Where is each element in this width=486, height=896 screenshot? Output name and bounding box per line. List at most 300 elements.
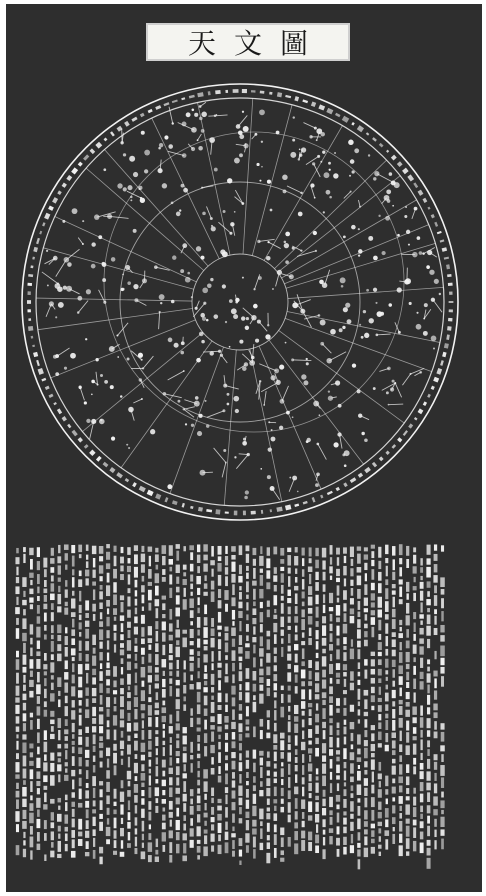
inscription-glyph	[176, 734, 179, 739]
inscription-glyph	[364, 810, 368, 819]
inscription-glyph	[245, 682, 249, 690]
inscription-glyph	[364, 788, 367, 796]
inscription-glyph	[385, 789, 388, 795]
inscription-glyph	[100, 800, 103, 810]
inscription-glyph	[274, 787, 277, 796]
star	[313, 231, 317, 235]
inscription-glyph	[378, 610, 382, 618]
star	[265, 334, 270, 339]
inscription-glyph	[57, 594, 61, 604]
inscription-glyph	[316, 824, 318, 833]
rim-glyph	[33, 352, 38, 357]
inscription-glyph	[113, 569, 117, 579]
inscription-glyph	[351, 559, 354, 566]
star	[343, 236, 346, 239]
inscription-glyph	[29, 761, 33, 766]
inscription-glyph	[343, 624, 347, 634]
inscription-glyph	[29, 813, 34, 824]
inscription-glyph	[211, 618, 214, 627]
inscription-glyph	[267, 679, 271, 686]
inscription-glyph	[441, 676, 444, 687]
inscription-glyph	[120, 595, 124, 600]
rim-glyph	[285, 95, 291, 98]
inscription-glyph	[414, 577, 416, 582]
inscription-glyph	[302, 754, 304, 763]
inscription-glyph	[197, 555, 200, 563]
inscription-glyph	[308, 597, 313, 606]
inscription-glyph	[44, 754, 47, 760]
inscription-glyph	[190, 621, 193, 625]
rim-glyph	[140, 113, 145, 118]
rim-glyph	[164, 497, 168, 502]
inscription-glyph	[315, 661, 319, 670]
inscription-glyph	[189, 545, 194, 550]
inscription-glyph	[23, 694, 27, 700]
inscription-glyph	[420, 591, 423, 601]
inscription-glyph	[72, 756, 75, 766]
inscription-glyph	[169, 787, 172, 797]
inscription-glyph	[85, 831, 89, 838]
inscription-glyph	[120, 804, 123, 814]
star	[58, 302, 64, 308]
mansion-line	[197, 102, 230, 255]
inscription-glyph	[204, 733, 207, 743]
inscription-glyph	[169, 644, 173, 653]
inscription-glyph	[127, 843, 131, 848]
inscription-glyph	[357, 749, 360, 755]
inscription-glyph	[135, 805, 137, 813]
inscription-glyph	[288, 664, 291, 669]
rim-glyph	[36, 238, 40, 244]
inscription-glyph	[148, 547, 152, 552]
star	[260, 468, 262, 470]
star	[270, 486, 275, 491]
inscription-glyph	[106, 630, 109, 638]
inscription-glyph	[37, 672, 40, 682]
inscription-glyph	[412, 717, 416, 723]
inscription-glyph	[44, 701, 47, 707]
inscription-glyph	[218, 612, 221, 623]
inscription-glyph	[217, 563, 221, 572]
inscription-glyph	[323, 594, 325, 603]
inscription-glyph	[99, 726, 103, 733]
inscription-glyph	[135, 754, 138, 759]
inscription-glyph	[51, 675, 54, 679]
inscription-glyph	[142, 843, 144, 848]
inscription-glyph	[142, 720, 144, 728]
inscription-glyph	[37, 641, 40, 649]
inscription-glyph	[392, 720, 395, 731]
inscription-glyph	[420, 814, 423, 819]
inscription-glyph	[22, 633, 27, 641]
inscription-glyph	[315, 725, 319, 734]
inscription-glyph	[156, 608, 159, 618]
inscription-glyph	[79, 778, 82, 786]
inscription-glyph	[420, 821, 424, 828]
inscription-glyph	[343, 818, 347, 825]
inscription-glyph	[434, 754, 438, 760]
constellation-link	[322, 344, 331, 353]
inscription-glyph	[364, 712, 368, 716]
star	[271, 429, 273, 431]
inscription-glyph	[434, 773, 436, 781]
star	[342, 453, 345, 456]
inscription-glyph	[44, 580, 47, 587]
inscription-glyph	[329, 810, 332, 815]
inscription-glyph	[343, 603, 346, 611]
inscription-glyph	[315, 738, 319, 744]
inscription-glyph	[57, 744, 61, 748]
inscription-glyph	[399, 744, 402, 752]
inscription-glyph	[16, 651, 19, 658]
inscription-glyph	[134, 784, 138, 793]
inscription-glyph	[239, 743, 242, 750]
inscription-glyph	[23, 723, 26, 731]
inscription-glyph	[79, 757, 82, 766]
inscription-glyph	[121, 658, 124, 664]
inscription-glyph	[420, 602, 422, 612]
inscription-glyph	[253, 601, 256, 606]
inscription-glyph	[203, 687, 207, 692]
star	[244, 496, 248, 500]
inscription-glyph	[253, 559, 256, 566]
inscription-glyph	[218, 575, 221, 586]
star	[292, 139, 295, 142]
inscription-glyph	[315, 582, 319, 591]
star	[196, 246, 201, 251]
inscription-glyph	[344, 737, 346, 745]
star	[53, 355, 57, 359]
inscription-glyph	[441, 598, 444, 608]
inscription-glyph	[358, 832, 361, 840]
star	[158, 147, 161, 150]
inscription-glyph	[211, 674, 215, 685]
inscription-glyph	[169, 574, 172, 584]
inscription-glyph	[36, 659, 40, 669]
inscription-glyph	[413, 758, 416, 765]
star	[338, 404, 342, 408]
inscription-glyph	[441, 777, 444, 788]
inscription-glyph	[281, 779, 283, 785]
inscription-glyph	[343, 847, 346, 855]
star	[159, 294, 165, 300]
inscription-glyph	[281, 647, 283, 657]
rim-glyph	[261, 510, 263, 514]
inscription-glyph	[406, 819, 410, 824]
inscription-glyph	[86, 820, 89, 829]
inscription-glyph	[259, 809, 263, 820]
inscription-glyph	[378, 732, 382, 740]
constellation-link	[78, 238, 83, 244]
inscription-glyph	[371, 678, 375, 684]
inscription-glyph	[434, 595, 437, 606]
inscription-glyph	[149, 685, 151, 694]
rim-glyph	[251, 511, 256, 515]
inscription-glyph	[294, 556, 298, 565]
inscription-glyph	[322, 722, 326, 728]
inscription-glyph	[148, 855, 152, 862]
inscription-glyph	[225, 832, 229, 840]
inscription-glyph	[295, 765, 298, 771]
inscription-glyph	[176, 544, 180, 549]
star	[86, 419, 90, 423]
inscription-glyph	[93, 589, 95, 600]
inscription-glyph	[155, 703, 159, 709]
constellation-link	[287, 186, 302, 193]
inscription-glyph	[30, 580, 32, 585]
inscription-glyph	[50, 693, 55, 701]
constellation-link	[117, 323, 128, 336]
inscription-glyph	[413, 736, 417, 740]
inscription-glyph	[364, 554, 368, 559]
inscription-glyph	[203, 846, 207, 856]
inscription-glyph	[65, 762, 68, 766]
star	[181, 184, 185, 188]
inscription-glyph	[294, 705, 298, 714]
inscription-glyph	[427, 840, 431, 846]
inscription-glyph	[371, 753, 375, 757]
constellation-link	[46, 304, 51, 317]
star	[320, 161, 322, 163]
inscription-glyph	[385, 623, 388, 633]
inscription-glyph	[182, 637, 186, 647]
inscription-glyph	[65, 844, 68, 851]
inscription-glyph	[365, 573, 367, 581]
inscription-glyph	[308, 832, 312, 841]
inscription-glyph	[107, 709, 110, 717]
inscription-glyph	[246, 581, 249, 592]
inscription-glyph	[128, 588, 131, 593]
inscription-glyph	[281, 799, 284, 804]
inscription-glyph	[266, 558, 270, 568]
rim-glyph	[163, 102, 169, 106]
inscription-glyph	[392, 740, 396, 748]
star	[256, 163, 259, 166]
inscription-glyph	[197, 608, 199, 614]
inscription-glyph	[308, 842, 312, 851]
rim-glyph	[418, 190, 424, 196]
inscription-glyph	[246, 820, 249, 830]
inscription-glyph	[142, 730, 145, 740]
inscription-glyph	[427, 667, 430, 672]
inscription-glyph	[86, 699, 89, 707]
inscription-glyph	[65, 696, 68, 703]
inscription-glyph	[413, 586, 417, 590]
inscription-glyph	[308, 608, 312, 614]
star	[364, 333, 369, 338]
inscription-glyph	[155, 667, 159, 672]
rim-glyph	[437, 231, 442, 234]
inscription-glyph	[295, 626, 297, 633]
star	[286, 411, 290, 415]
inscription-glyph	[72, 741, 75, 745]
rim-glyph	[57, 190, 62, 195]
inscription-glyph	[392, 787, 396, 794]
star	[128, 407, 134, 413]
inscription-glyph	[398, 633, 402, 638]
inscription-glyph	[44, 634, 47, 639]
inscription-glyph	[385, 819, 388, 827]
inscription-glyph	[427, 615, 431, 625]
inscription-glyph	[225, 693, 228, 702]
inscription-glyph	[128, 781, 131, 786]
inscription-glyph	[113, 594, 117, 605]
mansion-line	[104, 150, 208, 267]
inscription-glyph	[309, 671, 312, 680]
inscription-glyph	[259, 685, 263, 691]
inscription-glyph	[141, 615, 145, 624]
inscription-glyph	[225, 763, 228, 770]
inscription-glyph	[441, 792, 444, 798]
inscription-glyph	[65, 795, 68, 801]
star	[233, 396, 239, 402]
inscription-glyph	[399, 821, 402, 832]
inscription-glyph	[170, 820, 172, 827]
inscription-glyph	[413, 657, 415, 662]
rim-glyph	[303, 501, 308, 505]
inscription-glyph	[358, 709, 361, 715]
inscription-glyph	[288, 568, 291, 574]
inscription-glyph	[120, 602, 123, 612]
rim-glyph	[110, 131, 115, 136]
star	[347, 319, 352, 324]
inscription-glyph	[16, 567, 18, 576]
inscription-glyph	[72, 569, 74, 575]
inscription-glyph	[413, 841, 416, 851]
constellation-link	[69, 289, 80, 294]
inscription-glyph	[301, 689, 305, 699]
inscription-glyph	[162, 633, 166, 642]
inscription-glyph	[127, 713, 130, 721]
inscription-glyph	[357, 806, 360, 816]
inscription-glyph	[434, 819, 437, 827]
inscription-glyph	[72, 723, 75, 732]
inscription-glyph	[169, 567, 172, 572]
inscription-glyph	[385, 579, 388, 585]
star	[345, 303, 350, 308]
star	[234, 158, 240, 164]
inscription-glyph	[371, 759, 375, 769]
inscription-glyph	[316, 630, 319, 639]
inscription-glyph	[51, 635, 54, 639]
inscription-glyph	[120, 852, 125, 857]
inscription-glyph	[364, 829, 368, 834]
inscription-glyph	[134, 722, 139, 730]
rim-glyph	[66, 175, 72, 181]
inscription-glyph	[183, 672, 185, 682]
inscription-glyph	[120, 828, 124, 836]
inscription-glyph	[343, 672, 347, 676]
inscription-glyph	[329, 566, 332, 573]
inscription-glyph	[239, 753, 242, 760]
inscription-glyph	[330, 624, 333, 631]
star	[342, 326, 345, 329]
inscription-glyph	[274, 609, 276, 613]
inscription-glyph	[357, 554, 361, 564]
inscription-glyph	[295, 634, 298, 640]
inscription-glyph	[43, 558, 47, 568]
rim-glyph	[294, 96, 299, 101]
inscription-glyph	[23, 832, 25, 838]
inscription-glyph	[190, 828, 194, 836]
inscription-glyph	[350, 568, 353, 576]
star	[234, 211, 236, 213]
inscription-glyph	[420, 558, 422, 565]
inscription-glyph	[413, 797, 416, 806]
star	[82, 220, 84, 222]
inscription-glyph	[148, 801, 151, 810]
constellation-link	[379, 368, 388, 371]
inscription-glyph	[371, 602, 375, 607]
star	[306, 358, 308, 360]
star	[245, 490, 249, 494]
inscription-glyph	[162, 780, 166, 786]
star	[191, 296, 193, 298]
star	[270, 209, 273, 212]
inscription-glyph	[51, 812, 54, 820]
inscription-glyph	[427, 805, 431, 813]
inscription-glyph	[253, 837, 256, 848]
inscription-glyph	[295, 757, 298, 763]
inscription-glyph	[238, 647, 242, 654]
inscription-glyph	[148, 741, 152, 750]
inscription-glyph	[92, 604, 96, 612]
inscription-glyph	[392, 639, 396, 647]
inscription-glyph	[357, 819, 360, 830]
star	[239, 153, 243, 157]
inscription-glyph	[274, 806, 276, 811]
inscription-glyph	[350, 801, 354, 811]
inscription-glyph	[273, 595, 277, 605]
inscription-glyph	[155, 856, 159, 862]
constellation-link	[276, 272, 280, 286]
inscription-glyph	[106, 662, 109, 668]
star	[98, 235, 102, 239]
inscription-glyph	[51, 842, 54, 848]
inscription-glyph	[225, 743, 228, 752]
rim-glyph	[225, 90, 228, 93]
inscription-glyph	[399, 834, 402, 843]
inscription-glyph	[190, 789, 193, 796]
inscription-glyph	[71, 629, 75, 636]
inscription-glyph	[364, 690, 369, 696]
inscription-glyph	[183, 815, 186, 821]
inscription-glyph	[197, 545, 200, 553]
inscription-glyph	[260, 821, 263, 826]
inscription-glyph	[30, 795, 32, 800]
constellation-link	[143, 356, 153, 368]
inscription-glyph	[385, 558, 388, 563]
inscription-glyph	[203, 555, 207, 561]
inscription-glyph	[114, 697, 116, 704]
star	[357, 389, 361, 393]
star	[242, 111, 244, 113]
inscription-glyph	[163, 724, 165, 729]
rim-glyph	[27, 283, 32, 286]
inscription-glyph	[301, 840, 305, 851]
rim-glyph	[335, 113, 340, 117]
inscription-glyph	[406, 692, 410, 699]
constellation-link	[249, 350, 253, 358]
inscription-glyph	[58, 699, 60, 707]
inscription-glyph	[198, 597, 200, 605]
inscription-glyph	[399, 567, 402, 576]
inscription-glyph	[78, 747, 82, 754]
inscription-glyph	[218, 845, 222, 854]
inscription-glyph	[51, 575, 54, 581]
inscription-glyph	[190, 742, 193, 753]
inscription-glyph	[351, 785, 354, 790]
